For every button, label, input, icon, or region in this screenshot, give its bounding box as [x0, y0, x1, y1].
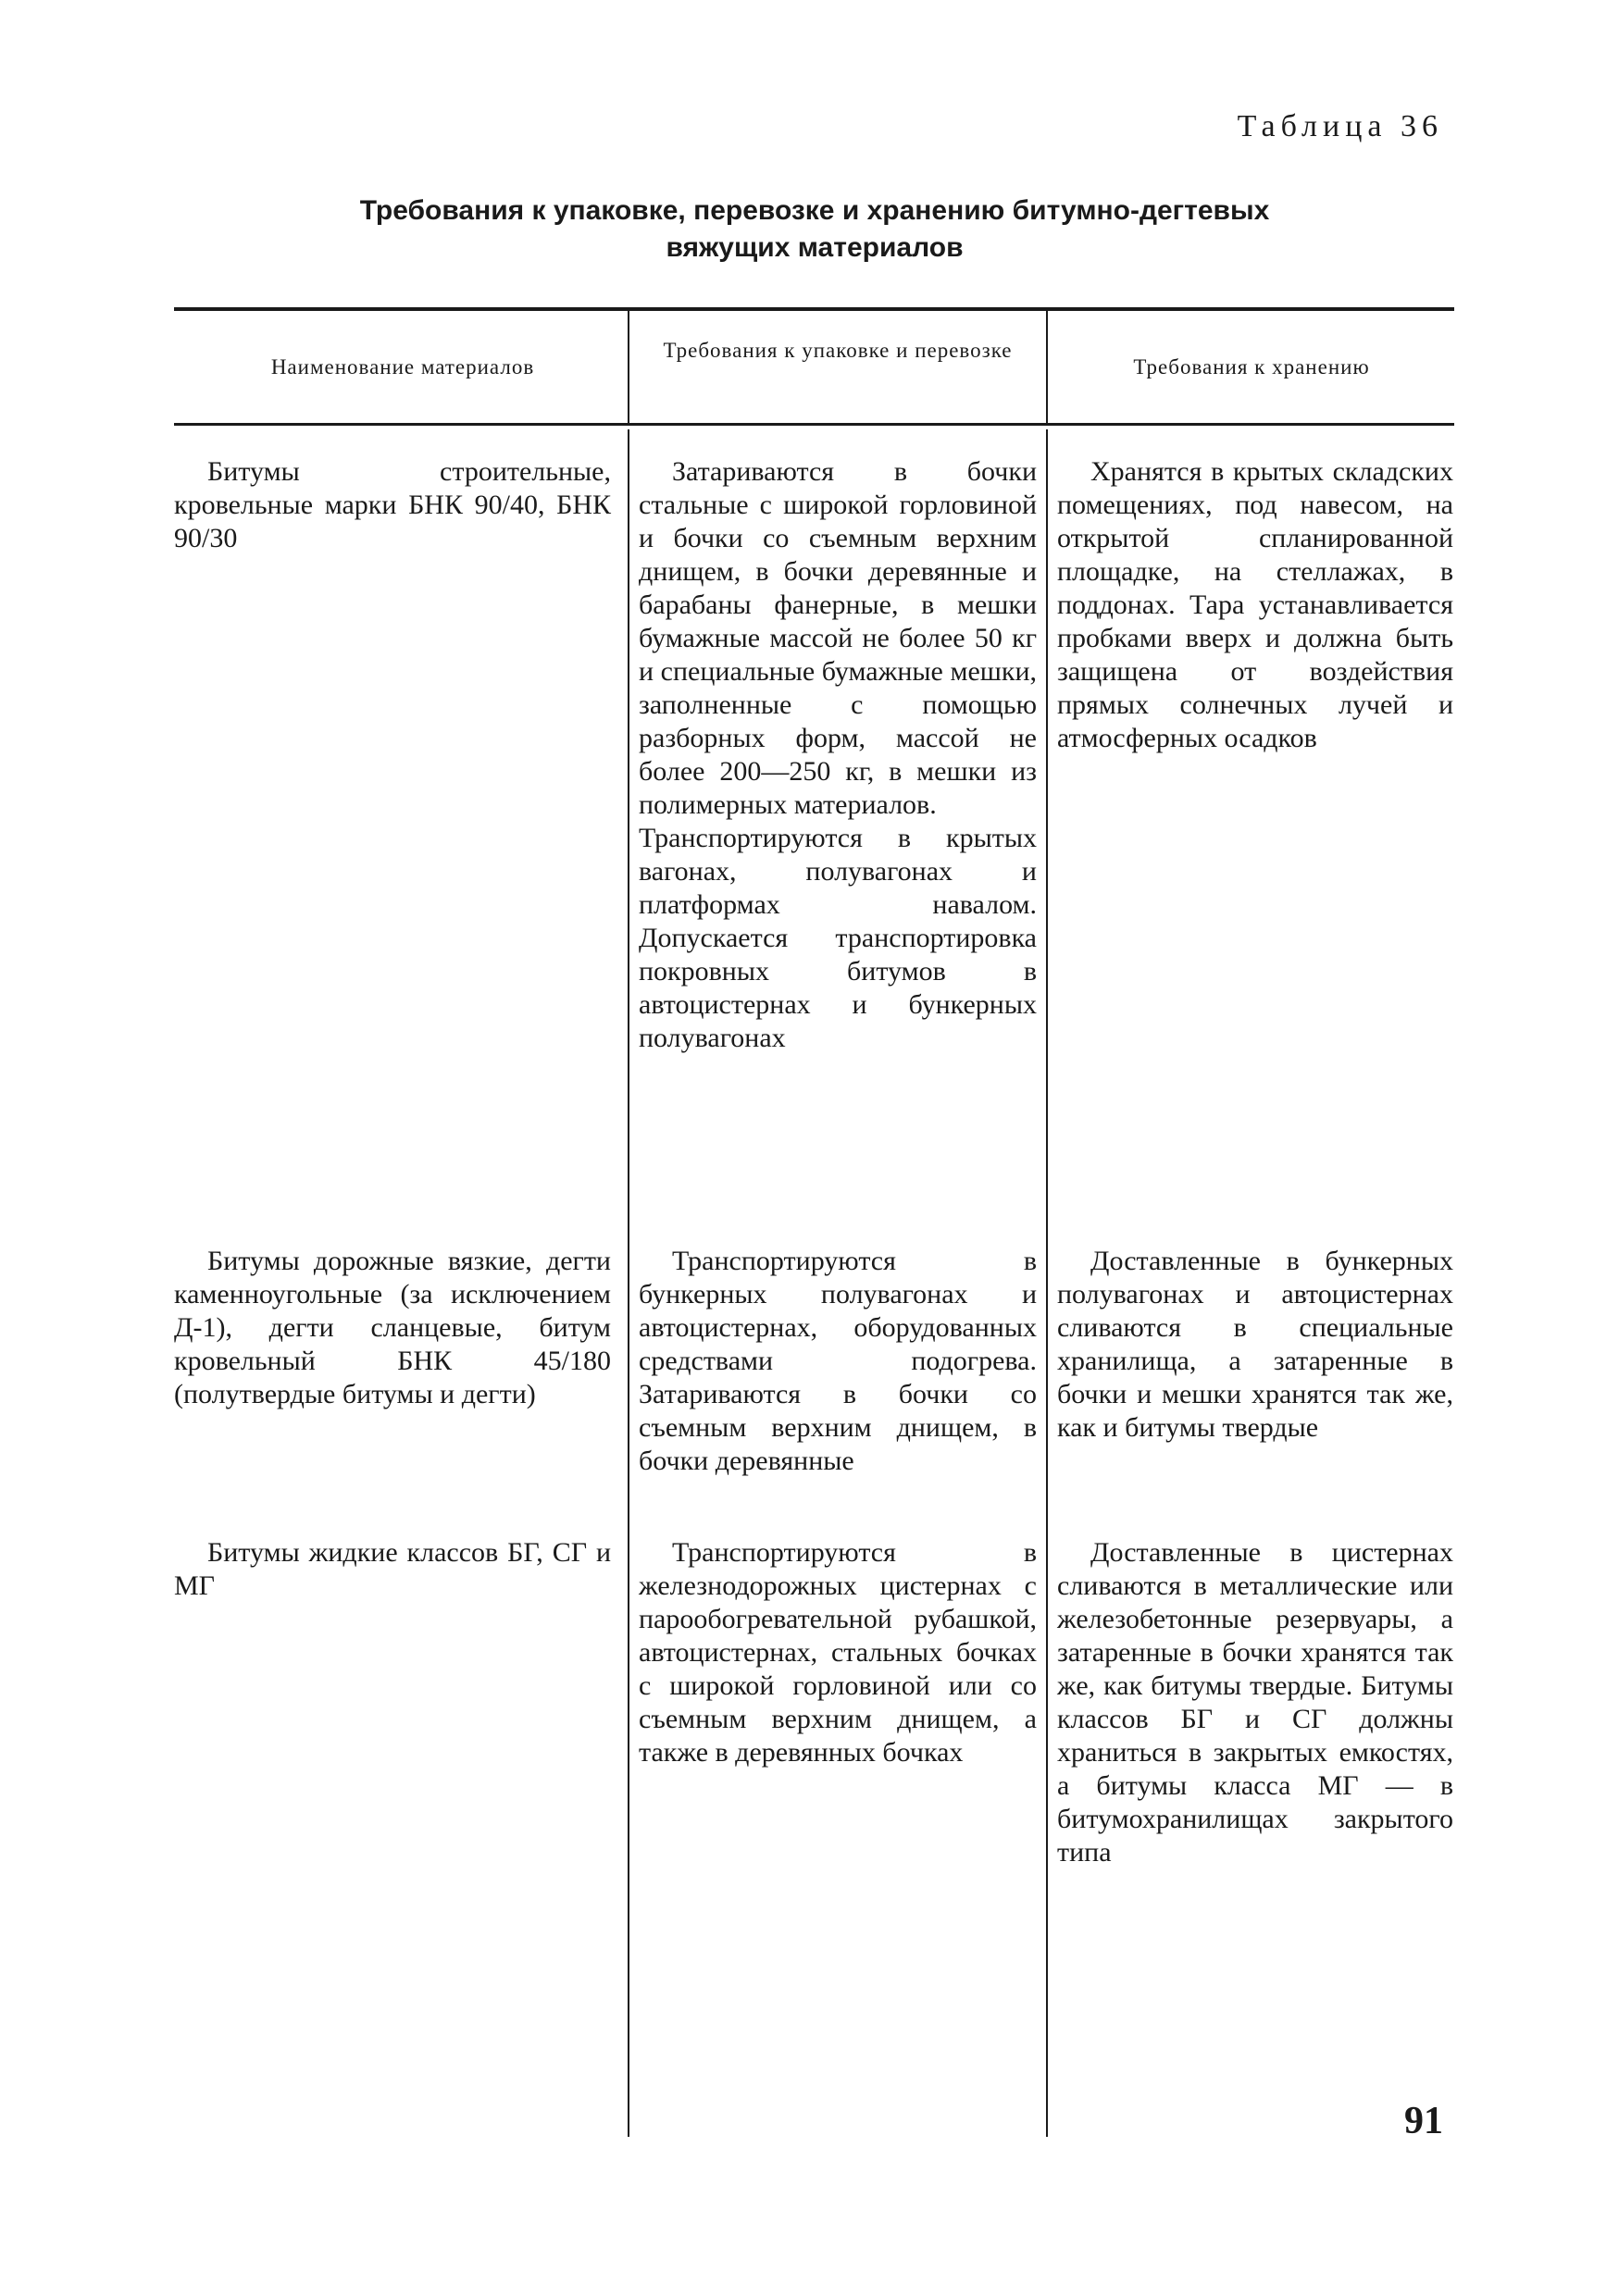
header-column-divider-2 — [1046, 311, 1048, 423]
row-3-packaging — [639, 1536, 1037, 1769]
row-3-storage: Доставленные в цистернах сливаются в металлические или железобетонные резервуары, а затаренные в бочки хранятся так же, как битумы твердые. Битумы классов БГ и СГ должны храниться в закрытых емкостях, а битумы класса МГ — в битумохранилищах закрытого типа — [1057, 1537, 1453, 1868]
row-1-packaging — [639, 455, 1037, 1055]
row-2-storage: Доставленные в бункерных полувагонах и автоцистернах сливаются в специальные хранилища, а затаренные в бочки и мешки хранятся так же, как и битумы твердые — [1057, 1246, 1453, 1443]
body-column-divider-1 — [628, 429, 629, 2137]
row-2-packaging — [639, 1245, 1037, 1478]
table-title-line-2: вяжущих материалов — [666, 232, 964, 263]
row-3-packaging-paragraph-1: Транспортируются в железнодорожных цистернах с парообогревательной рубашкой, автоцистернах, стальных бочках с широкой горловиной или со съемным верхним днищем, а также в деревянных бочках — [639, 1537, 1037, 1768]
row-2-material: Битумы дорожные вязкие, дегти каменноугольные (за исключением Д-1), дегти сланцевые, битум кровельный БНК 45/180 (полутвердые битумы и дегти) — [174, 1246, 611, 1409]
table-title — [176, 192, 1453, 267]
table-title-line-1: Требования к упаковке, перевозке и хранению битумно-дегтевых — [359, 195, 1270, 226]
header-packaging: Требования к упаковке и перевозке — [663, 339, 1013, 362]
row-1-storage: Хранятся в крытых складских помещениях, под навесом, на открытой спланированной площадке, на стеллажах, в поддонах. Тара устанавливается пробками вверх и должна быть защищена от воздействия прямых солнечных лучей и атмосферных осадков — [1057, 456, 1453, 753]
header-storage: Требования к хранению — [1133, 355, 1370, 379]
row-1-material: Битумы строительные, кровельные марки БНК 90/40, БНК 90/30 — [174, 456, 611, 553]
page-number: 91 — [1404, 2100, 1443, 2142]
row-3-material: Битумы жидкие классов БГ, СГ и МГ — [174, 1537, 611, 1601]
header-material: Наименование материалов — [270, 355, 535, 379]
row-2-packaging-paragraph-1: Транспортируются в бункерных полувагонах и автоцистернах, оборудованных средствами подогрева. Затариваются в бочки со съемным верхним днищем, в бочки деревянные — [639, 1246, 1037, 1476]
header-bottom-rule — [174, 423, 1454, 426]
row-1-packaging-paragraph-1: Затариваются в бочки стальные с широкой горловиной и бочки со съемным верхним днищем, в бочки деревянные и барабаны фанерные, в мешки бумажные массой не более 50 кг и специальные бумажные мешки, заполненные с помощью разборных форм, массой не более 200—250 кг, в мешки из полимерных материалов. — [639, 456, 1037, 820]
table-label: Таблица 36 — [1237, 109, 1443, 143]
table-top-rule — [174, 307, 1454, 311]
header-column-divider-1 — [628, 311, 629, 423]
body-column-divider-2 — [1046, 429, 1048, 2137]
row-1-packaging-paragraph-2: Транспортируются в крытых вагонах, полувагонах и платформах навалом. Допускается транспортировка покровных битумов в автоцистернах и бункерных полувагонах — [639, 823, 1037, 1053]
